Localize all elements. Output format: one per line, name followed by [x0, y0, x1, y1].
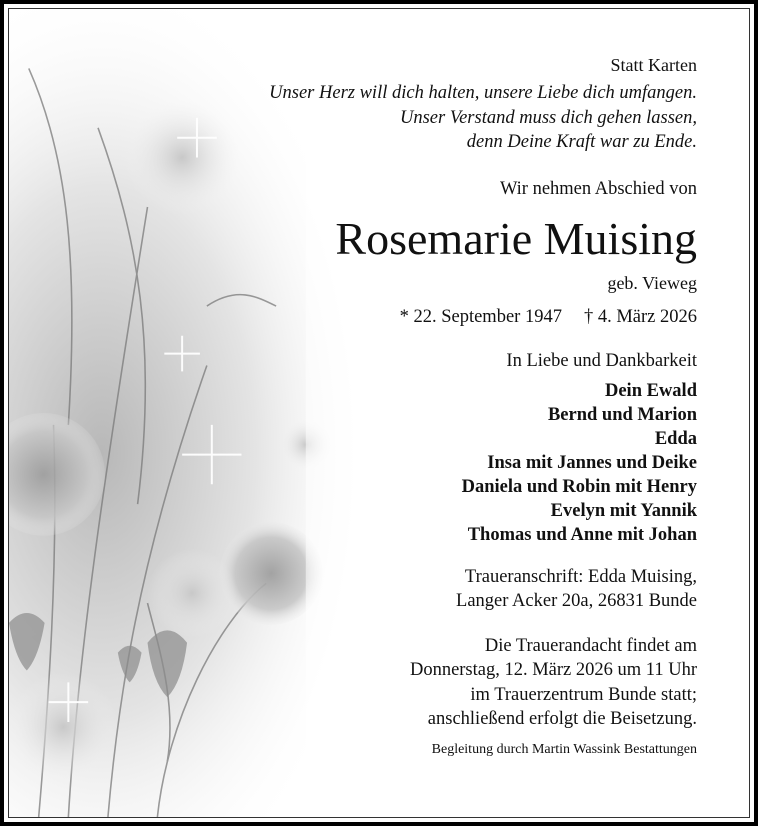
service-info: [137, 634, 697, 732]
address-line: Traueranschrift: Edda Muising,: [464, 566, 697, 587]
family-member: Edda: [654, 428, 697, 449]
farewell-intro: Wir nehmen Abschied von: [499, 178, 697, 199]
deceased-name: Rosemarie Muising: [335, 212, 697, 264]
service-line: Donnerstag, 12. März 2026 um 11 Uhr: [409, 660, 697, 680]
love-line: In Liebe und Dankbarkeit: [506, 350, 697, 371]
service-line: Die Trauerandacht findet am: [484, 635, 697, 656]
death-date: † 4. März 2026: [583, 306, 697, 327]
family-list: [137, 379, 697, 547]
birth-date: * 22. September 1947: [399, 306, 562, 327]
life-dates: [137, 305, 697, 329]
family-member: Daniela und Robin mit Henry: [461, 476, 697, 497]
family-member: Bernd und Marion: [547, 404, 697, 425]
undertaker-credit: Begleitung durch Martin Wassink Bestattungen: [431, 741, 697, 757]
family-member: Insa mit Jannes und Deike: [487, 452, 697, 473]
motto-verse: [137, 81, 697, 155]
family-member: Dein Ewald: [604, 380, 697, 401]
statt-karten: Statt Karten: [610, 55, 697, 75]
family-member: Evelyn mit Yannik: [550, 500, 697, 521]
motto-line: Unser Verstand muss dich gehen lassen,: [399, 107, 697, 128]
family-member: Thomas und Anne mit Johan: [467, 524, 697, 545]
motto-line: denn Deine Kraft war zu Ende.: [466, 132, 697, 152]
notice-text: [137, 53, 697, 760]
mourning-address: [137, 565, 697, 614]
service-line: im Trauerzentrum Bunde statt;: [470, 684, 697, 705]
service-line: anschließend erfolgt die Beisetzung.: [427, 709, 697, 729]
birth-name: geb. Vieweg: [607, 272, 697, 293]
motto-line: Unser Herz will dich halten, unsere Liebe dich umfangen.: [269, 83, 697, 103]
address-line: Langer Acker 20a, 26831 Bunde: [456, 591, 697, 611]
notice-frame: [8, 8, 750, 818]
